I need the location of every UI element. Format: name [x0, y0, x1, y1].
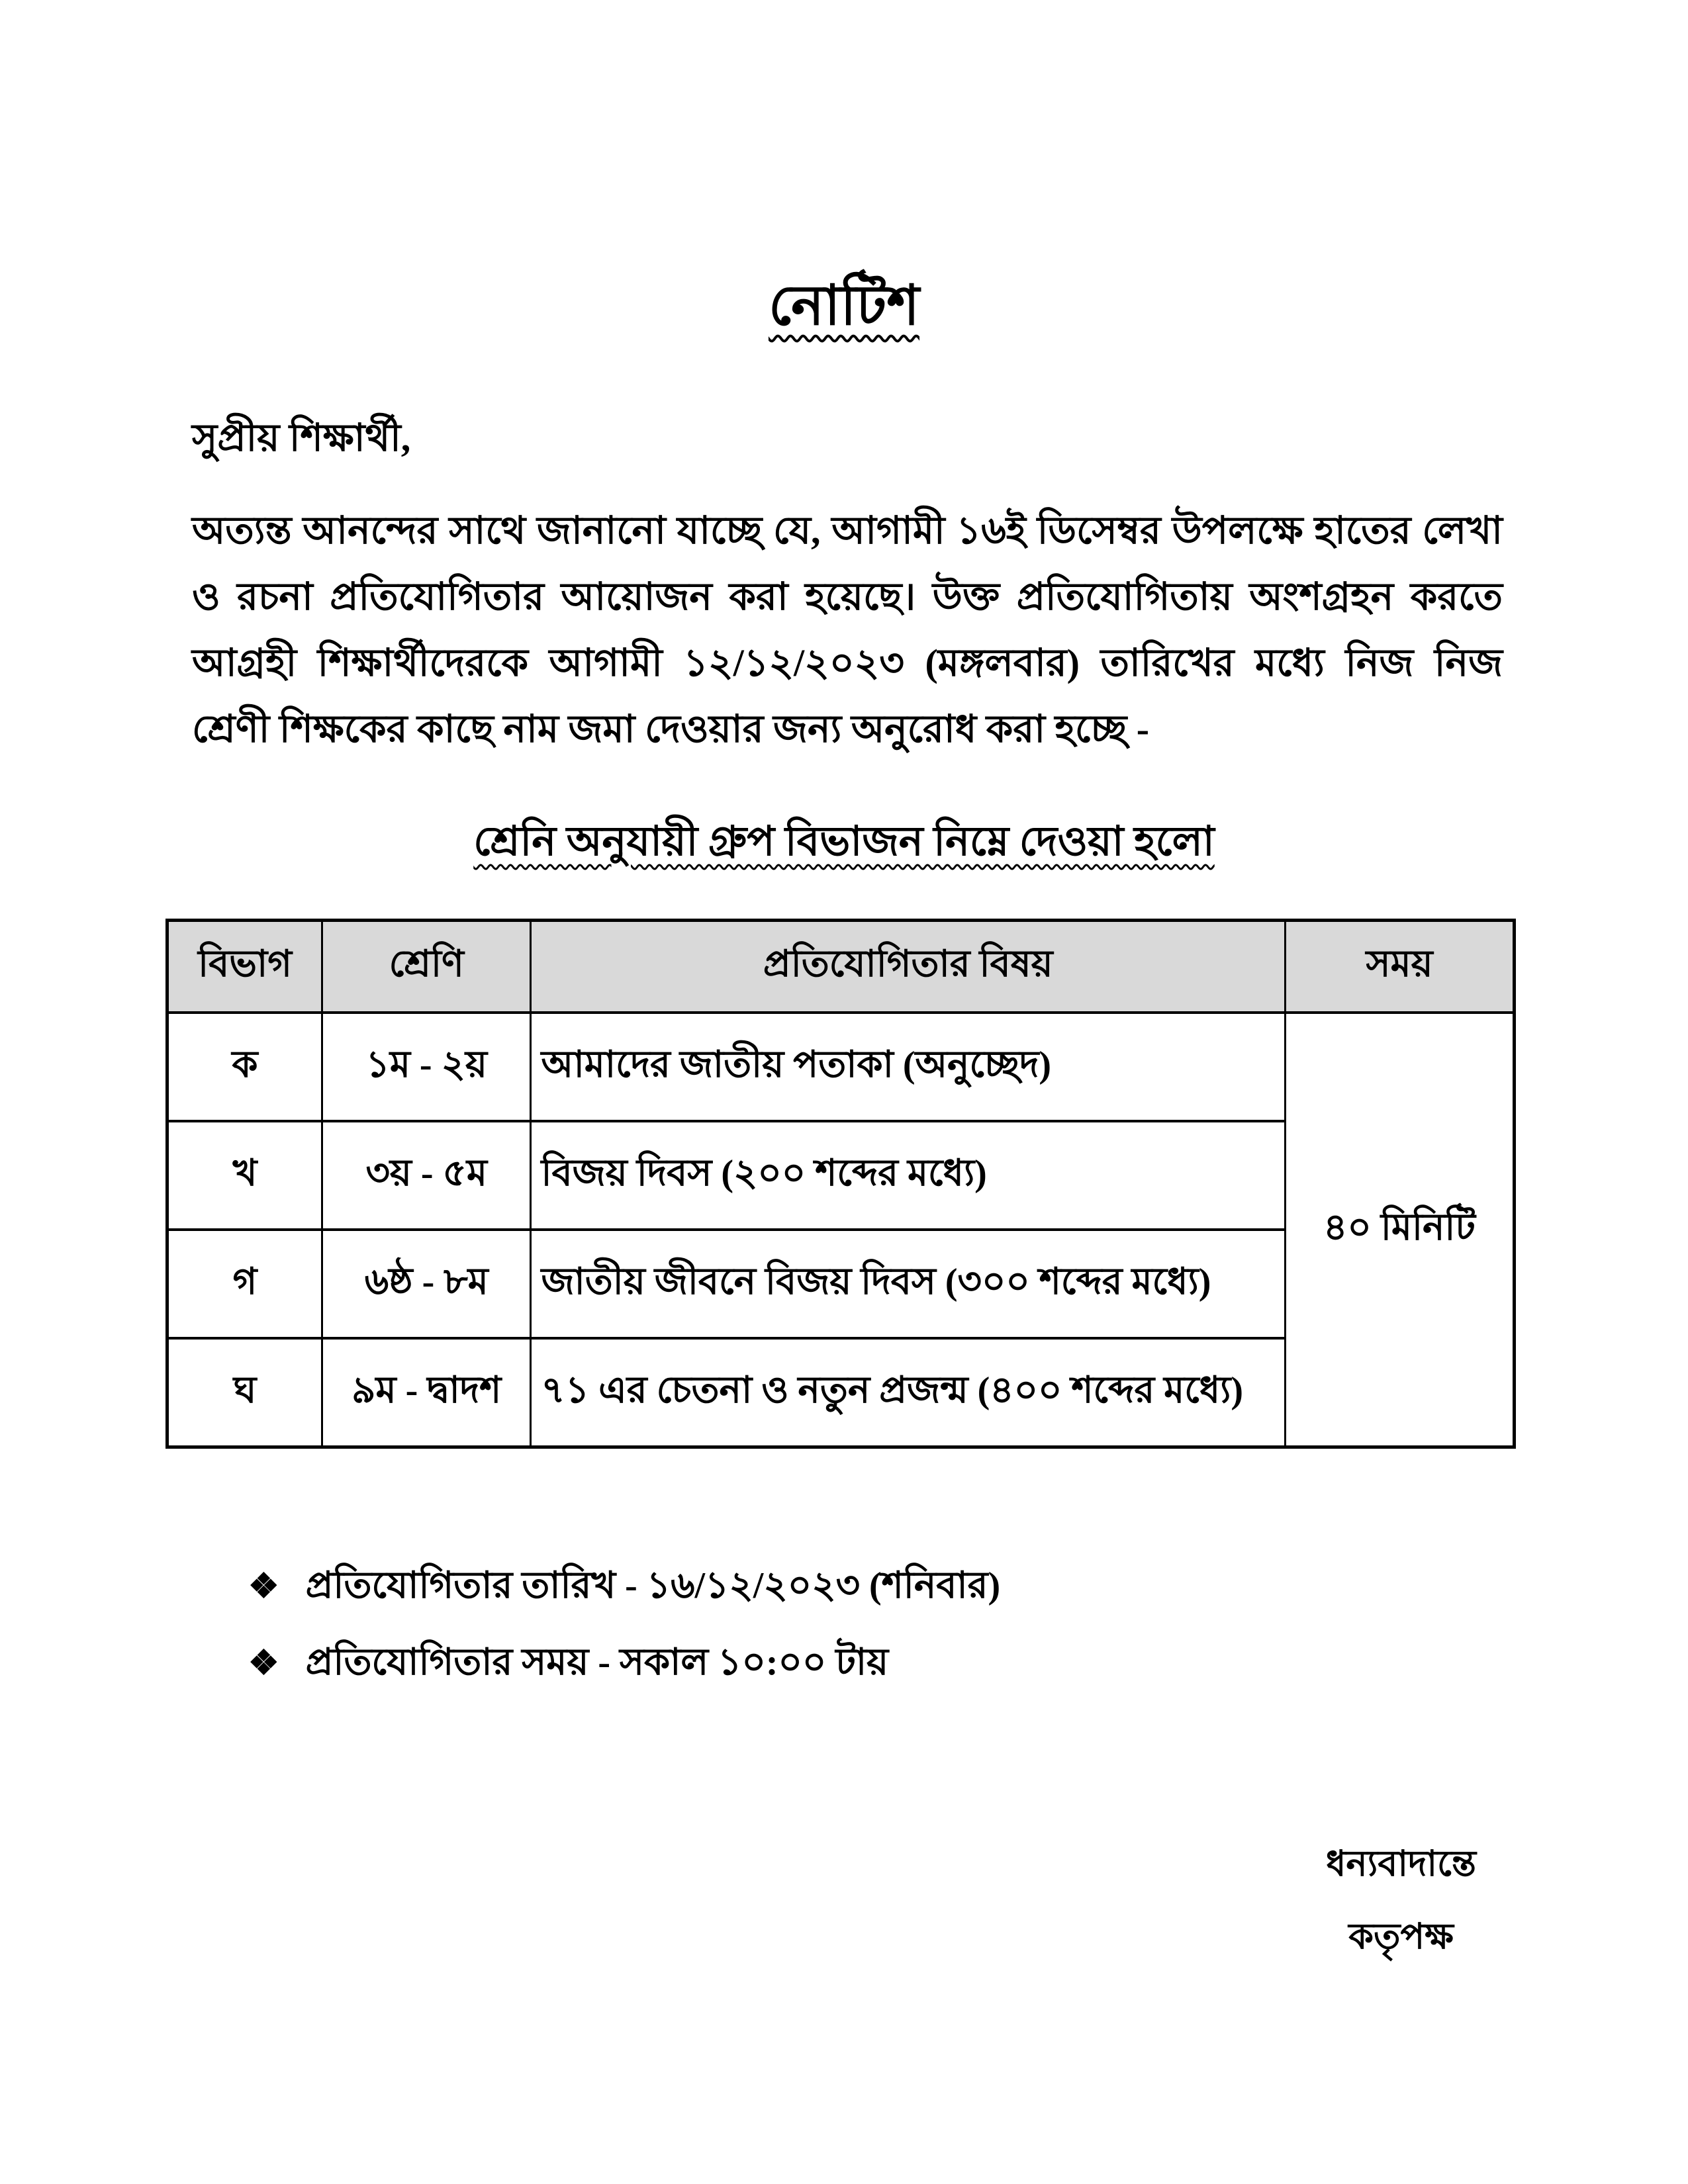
greeting-text: সুপ্রীয় শিক্ষার্থী,: [192, 416, 411, 459]
paragraph-line: ও রচনা প্রতিযোগিতার আয়োজন করা হয়েছে। উক্ত প্রতিযোগিতায় অংশগ্রহন করতে: [192, 574, 1503, 618]
list-item: [248, 1625, 1688, 1702]
title-area: [0, 0, 1688, 339]
cell-topic: ৭১ এর চেতনা ও নতুন প্রজন্ম (৪০০ শব্দের মধ্যে): [531, 1338, 1286, 1447]
cell-division: গ: [167, 1230, 322, 1338]
cell-time-merged: ৪০ মিনিটি: [1286, 1013, 1515, 1447]
signature-block: [1326, 1827, 1476, 1973]
bullet-text: প্রতিযোগিতার সময় - সকাল ১০:০০ টায়: [305, 1641, 889, 1683]
diamond-bullet-icon: ❖: [248, 1567, 279, 1606]
cell-class-range: ৬ষ্ঠ - ৮ম: [322, 1230, 531, 1338]
page-title: নোটিশ: [768, 275, 920, 337]
section-heading: শ্রেনি অনুযায়ী গ্রুপ বিভাজন নিম্নে দেওয়া হলো: [473, 819, 1215, 864]
group-division-table: [165, 919, 1516, 1449]
paragraph-line: শ্রেণী শিক্ষকের কাছে নাম জমা দেওয়ার জন্য অনুরোধ করা হচ্ছে -: [192, 707, 1150, 751]
cell-topic: আমাদের জাতীয় পতাকা (অনুচ্ছেদ): [531, 1013, 1286, 1121]
table-header-row: [167, 920, 1515, 1013]
cell-division: খ: [167, 1121, 322, 1230]
header-class-range: শ্রেণি: [322, 920, 531, 1013]
body-paragraph: [192, 498, 1503, 762]
signature-area: [0, 1827, 1688, 1973]
section-heading-area: [0, 819, 1688, 866]
cell-division: ক: [167, 1013, 322, 1121]
paragraph-line: অত্যন্ত আনন্দের সাথে জানানো যাচ্ছে যে, আগামী ১৬ই ডিসেম্বর উপলক্ষে হাতের লেখা: [192, 508, 1503, 552]
header-time: সময়: [1286, 920, 1515, 1013]
table-row: [167, 1013, 1515, 1121]
info-bullets: [248, 1548, 1688, 1702]
list-item: [248, 1548, 1688, 1625]
header-topic: প্রতিযোগিতার বিষয়: [531, 920, 1286, 1013]
diamond-bullet-icon: ❖: [248, 1644, 279, 1682]
signature-closing: ধন্যবাদান্তে: [1326, 1843, 1476, 1884]
cell-topic: বিজয় দিবস (২০০ শব্দের মধ্যে): [531, 1121, 1286, 1230]
cell-class-range: ৩য় - ৫ম: [322, 1121, 531, 1230]
signature-authority: কতৃপক্ষ: [1348, 1916, 1454, 1956]
cell-class-range: ৯ম - দ্বাদশ: [322, 1338, 531, 1447]
cell-division: ঘ: [167, 1338, 322, 1447]
header-division: বিভাগ: [167, 920, 322, 1013]
bullet-text: প্রতিযোগিতার তারিখ - ১৬/১২/২০২৩ (শনিবার): [305, 1565, 1001, 1606]
paragraph-line: আগ্রহী শিক্ষার্থীদেরকে আগামী ১২/১২/২০২৩ (মঙ্গলবার) তারিখের মধ্যে নিজ নিজ: [192, 641, 1503, 684]
cell-topic: জাতীয় জীবনে বিজয় দিবস (৩০০ শব্দের মধ্যে): [531, 1230, 1286, 1338]
cell-class-range: ১ম - ২য়: [322, 1013, 531, 1121]
